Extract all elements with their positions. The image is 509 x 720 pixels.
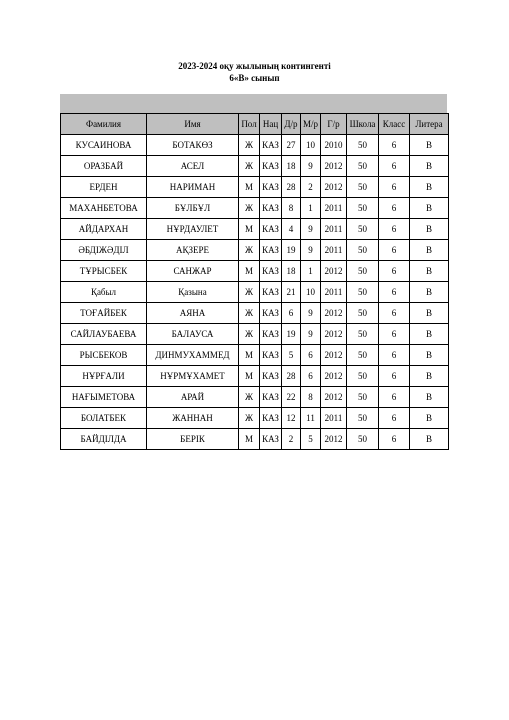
table-cell: В <box>410 156 449 177</box>
table-cell: 8 <box>282 198 301 219</box>
table-cell: 6 <box>379 387 410 408</box>
table-row <box>61 135 449 156</box>
table-cell: Ж <box>239 156 260 177</box>
table-cell: 6 <box>379 282 410 303</box>
column-header: Г/р <box>321 114 347 135</box>
column-header: Пол <box>239 114 260 135</box>
title-block <box>0 60 509 84</box>
table-cell: 2012 <box>321 261 347 282</box>
table-cell: 5 <box>282 345 301 366</box>
table-cell: КАЗ <box>260 198 282 219</box>
table-cell: 50 <box>347 408 379 429</box>
table-cell: М <box>239 177 260 198</box>
table-cell: 6 <box>379 177 410 198</box>
table-cell: АРАЙ <box>147 387 239 408</box>
table-cell: 50 <box>347 324 379 345</box>
table-cell: 2012 <box>321 366 347 387</box>
table-cell: В <box>410 345 449 366</box>
table-cell: 50 <box>347 387 379 408</box>
table-cell: ТҰРЫСБЕК <box>61 261 147 282</box>
table-cell: 6 <box>379 135 410 156</box>
table-cell: БАЙДІЛДА <box>61 429 147 450</box>
table-cell: Ж <box>239 303 260 324</box>
table-cell: Ж <box>239 324 260 345</box>
table-cell: М <box>239 345 260 366</box>
table-cell: 6 <box>301 366 321 387</box>
table-cell: БАЛАУСА <box>147 324 239 345</box>
table-cell: 6 <box>379 303 410 324</box>
table-cell: КАЗ <box>260 366 282 387</box>
table-cell: В <box>410 429 449 450</box>
table-cell: 50 <box>347 282 379 303</box>
table-row <box>61 261 449 282</box>
table-cell: КАЗ <box>260 303 282 324</box>
table-cell: КАЗ <box>260 135 282 156</box>
table-cell: 2011 <box>321 282 347 303</box>
table-cell: КАЗ <box>260 219 282 240</box>
table-cell: КАЗ <box>260 282 282 303</box>
table-cell: 2012 <box>321 345 347 366</box>
table-cell: НҰРҒАЛИ <box>61 366 147 387</box>
table-cell: НАҒЫМЕТОВА <box>61 387 147 408</box>
table-cell: 2012 <box>321 156 347 177</box>
table-cell: ЖАННАН <box>147 408 239 429</box>
table-cell: НҰРДАУЛЕТ <box>147 219 239 240</box>
table-row <box>61 387 449 408</box>
table-cell: В <box>410 408 449 429</box>
table-cell: ЕРДЕН <box>61 177 147 198</box>
table-cell: 6 <box>379 219 410 240</box>
column-header: Имя <box>147 114 239 135</box>
table-cell: 50 <box>347 345 379 366</box>
table-cell: 50 <box>347 240 379 261</box>
document-subtitle: 6«В» сынып <box>229 73 280 83</box>
table-cell: М <box>239 261 260 282</box>
table-cell: 4 <box>282 219 301 240</box>
table-cell: 2010 <box>321 135 347 156</box>
table-cell: КАЗ <box>260 408 282 429</box>
table-cell: 50 <box>347 198 379 219</box>
table-cell: В <box>410 198 449 219</box>
table-cell: Ж <box>239 282 260 303</box>
table-cell: 50 <box>347 135 379 156</box>
table-cell: 19 <box>282 324 301 345</box>
table-cell: МАХАНБЕТОВА <box>61 198 147 219</box>
table-cell: САЙЛАУБАЕВА <box>61 324 147 345</box>
table-cell: 50 <box>347 303 379 324</box>
table-cell: 19 <box>282 240 301 261</box>
table-cell: 6 <box>379 240 410 261</box>
table-cell: 9 <box>301 240 321 261</box>
table-cell: 50 <box>347 429 379 450</box>
table-row <box>61 366 449 387</box>
table-cell: 9 <box>301 324 321 345</box>
table-row <box>61 219 449 240</box>
column-header: Нац <box>260 114 282 135</box>
table-cell: 2011 <box>321 240 347 261</box>
table-row <box>61 282 449 303</box>
table-cell: Қазына <box>147 282 239 303</box>
table-cell: 10 <box>301 282 321 303</box>
table-cell: БОЛАТБЕК <box>61 408 147 429</box>
table-cell: АСЕЛ <box>147 156 239 177</box>
table-top-band <box>60 94 447 114</box>
table-cell: 50 <box>347 219 379 240</box>
table-cell: В <box>410 303 449 324</box>
table-cell: В <box>410 324 449 345</box>
table-cell: 10 <box>301 135 321 156</box>
table-cell: ӘБДІЖӘДІЛ <box>61 240 147 261</box>
table-cell: 21 <box>282 282 301 303</box>
table-cell: 5 <box>301 429 321 450</box>
table-cell: Ж <box>239 198 260 219</box>
table-cell: 50 <box>347 261 379 282</box>
table-cell: 1 <box>301 198 321 219</box>
table-row <box>61 198 449 219</box>
table-cell: ДИНМУХАММЕД <box>147 345 239 366</box>
table-cell: Қабыл <box>61 282 147 303</box>
header-row <box>61 114 449 135</box>
table-cell: 6 <box>379 345 410 366</box>
table-cell: 6 <box>379 261 410 282</box>
table-cell: 2012 <box>321 177 347 198</box>
table-cell: М <box>239 219 260 240</box>
table-cell: 50 <box>347 177 379 198</box>
document-title: 2023-2024 оқу жылының контингенті <box>178 61 331 71</box>
table-cell: 50 <box>347 366 379 387</box>
column-header: Класс <box>379 114 410 135</box>
table-row <box>61 429 449 450</box>
table-cell: КАЗ <box>260 387 282 408</box>
table-cell: 6 <box>379 408 410 429</box>
table-cell: В <box>410 135 449 156</box>
column-header: М/р <box>301 114 321 135</box>
table-cell: 18 <box>282 261 301 282</box>
table-cell: М <box>239 366 260 387</box>
table-cell: Ж <box>239 408 260 429</box>
table-cell: КАЗ <box>260 177 282 198</box>
table-cell: КАЗ <box>260 261 282 282</box>
table-row <box>61 303 449 324</box>
table-cell: 2012 <box>321 324 347 345</box>
column-header: Школа <box>347 114 379 135</box>
table-cell: КАЗ <box>260 156 282 177</box>
table-cell: 2011 <box>321 408 347 429</box>
table-cell: АЯНА <box>147 303 239 324</box>
column-header: Литера <box>410 114 449 135</box>
table-cell: ТОҒАЙБЕК <box>61 303 147 324</box>
table-cell: 6 <box>301 345 321 366</box>
column-header: Фамилия <box>61 114 147 135</box>
table-cell: В <box>410 261 449 282</box>
table-cell: АҚЗЕРЕ <box>147 240 239 261</box>
table-cell: 9 <box>301 219 321 240</box>
table-cell: НАРИМАН <box>147 177 239 198</box>
table-cell: 2011 <box>321 198 347 219</box>
column-header: Д/р <box>282 114 301 135</box>
table-cell: 2 <box>282 429 301 450</box>
table-cell: М <box>239 429 260 450</box>
table-cell: РЫСБЕКОВ <box>61 345 147 366</box>
table-cell: КУСАИНОВА <box>61 135 147 156</box>
table-cell: АЙДАРХАН <box>61 219 147 240</box>
table-cell: 2012 <box>321 387 347 408</box>
table-row <box>61 324 449 345</box>
table-cell: 9 <box>301 156 321 177</box>
table-cell: КАЗ <box>260 240 282 261</box>
table-cell: 6 <box>379 156 410 177</box>
table-cell: 2012 <box>321 303 347 324</box>
table-body <box>61 135 449 450</box>
table-cell: БҰЛБҰЛ <box>147 198 239 219</box>
table-cell: 9 <box>301 303 321 324</box>
table-row <box>61 240 449 261</box>
table-row <box>61 345 449 366</box>
table-cell: 50 <box>347 156 379 177</box>
table-cell: 2012 <box>321 429 347 450</box>
table-cell: КАЗ <box>260 429 282 450</box>
table-cell: В <box>410 282 449 303</box>
table-cell: 12 <box>282 408 301 429</box>
table-cell: 6 <box>379 198 410 219</box>
table-cell: БОТАКӨЗ <box>147 135 239 156</box>
table-cell: Ж <box>239 240 260 261</box>
table-cell: 22 <box>282 387 301 408</box>
table-cell: 27 <box>282 135 301 156</box>
table-cell: 6 <box>282 303 301 324</box>
table-cell: 2 <box>301 177 321 198</box>
table-cell: БЕРІК <box>147 429 239 450</box>
table-cell: Ж <box>239 135 260 156</box>
table-row <box>61 156 449 177</box>
table-cell: 11 <box>301 408 321 429</box>
table-cell: 6 <box>379 366 410 387</box>
table-cell: 6 <box>379 324 410 345</box>
table-cell: 6 <box>379 429 410 450</box>
contingent-table <box>60 113 449 450</box>
table-cell: КАЗ <box>260 345 282 366</box>
table-row <box>61 177 449 198</box>
table-cell: 28 <box>282 177 301 198</box>
table-cell: В <box>410 177 449 198</box>
table-cell: 1 <box>301 261 321 282</box>
table-cell: В <box>410 240 449 261</box>
table-row <box>61 408 449 429</box>
table-cell: 18 <box>282 156 301 177</box>
table-cell: В <box>410 219 449 240</box>
table-cell: САНЖАР <box>147 261 239 282</box>
table-cell: В <box>410 366 449 387</box>
table-cell: 28 <box>282 366 301 387</box>
table-cell: ОРАЗБАЙ <box>61 156 147 177</box>
table-cell: НҰРМҰХАМЕТ <box>147 366 239 387</box>
table-cell: В <box>410 387 449 408</box>
table-cell: 2011 <box>321 219 347 240</box>
table-cell: Ж <box>239 387 260 408</box>
table-cell: КАЗ <box>260 324 282 345</box>
table-cell: 8 <box>301 387 321 408</box>
